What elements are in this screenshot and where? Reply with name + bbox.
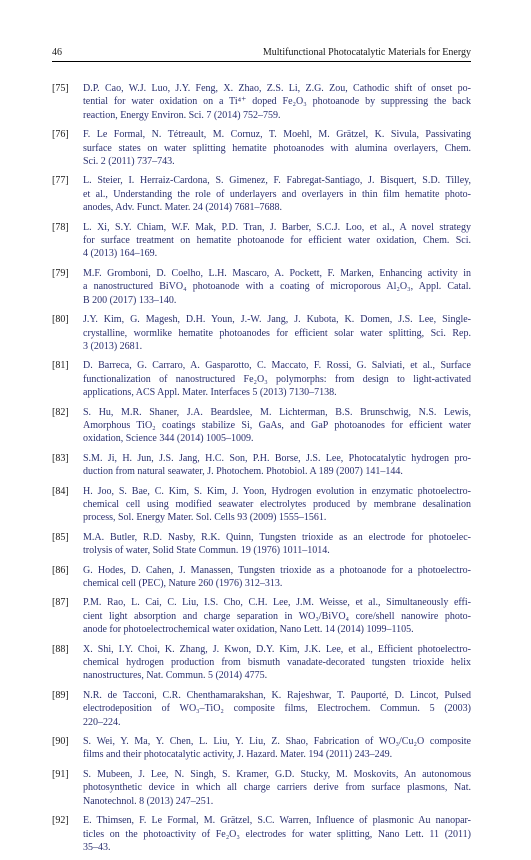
reference-line: chemical cell (PEC), Nature 260 (1976) 312–313. — [83, 578, 283, 589]
reference-number: [82] — [52, 406, 69, 418]
reference-item — [52, 221, 471, 261]
page-number: 46 — [52, 47, 62, 58]
reference-text — [83, 406, 471, 446]
reference-number: [83] — [52, 452, 69, 464]
reference-line: M.A. Butler, R.D. Nasby, R.K. Quinn, Tungsten trioxide as an electrode for photoelec- — [83, 531, 471, 543]
reference-text — [83, 359, 471, 399]
reference-item — [52, 313, 471, 353]
running-title: Multifunctional Photocatalytic Materials for Energy — [262, 47, 471, 58]
reference-item — [52, 643, 471, 683]
reference-text — [83, 768, 471, 808]
reference-item — [52, 531, 471, 558]
reference-text — [83, 814, 471, 854]
reference-line: for surface treatment on hematite photoanode for efficient water oxidation, Chem. Sci. — [83, 235, 471, 247]
reference-list — [52, 82, 471, 860]
reference-text — [83, 313, 471, 353]
reference-number: [91] — [52, 768, 69, 780]
reference-line: applications, ACS Appl. Mater. Interfaces 5 (2013) 7130–7138. — [83, 387, 337, 399]
reference-number: [79] — [52, 267, 69, 279]
reference-number: [89] — [52, 689, 69, 701]
reference-number: [76] — [52, 129, 69, 141]
reference-line: anode for photoelectrochemical water oxidation, Nano Lett. 14 (2014) 1099–1105. — [83, 624, 414, 636]
reference-line: Amorphous TiO₂ coatings stabilize Si, GaAs, and GaP photoanodes for efficient water — [83, 419, 471, 431]
reference-number: [78] — [52, 221, 69, 233]
reference-line: D.P. Cao, W.J. Luo, J.Y. Feng, X. Zhao, Z.S. Li, Z.G. Zou, Cathodic shift of onset po- — [83, 83, 471, 94]
reference-line: 3 (2013) 2681. — [83, 340, 143, 352]
reference-number: [75] — [52, 83, 69, 94]
reference-text — [83, 82, 471, 122]
reference-line: a nanostructured BiVO₄ photoanode with a coating of microporous Al₂O₃, Appl. Catal. — [83, 281, 471, 293]
reference-line: oxidation, Science 344 (2014) 1005–1009. — [83, 433, 254, 445]
reference-line: trolysis of water, Solid State Commun. 19 (1976) 1011–1014. — [83, 545, 330, 557]
reference-line: D. Barreca, G. Carraro, A. Gasparotto, C. Maccato, F. Rossi, G. Salviati, et al., Surface — [83, 360, 471, 372]
reference-item — [52, 267, 471, 307]
reference-line: E. Thimsen, F. Le Formal, M. Grätzel, S.C. Warren, Influence of plasmonic Au nanopar- — [83, 815, 471, 827]
reference-item — [52, 596, 471, 636]
reference-item — [52, 359, 471, 399]
reference-item — [52, 82, 471, 122]
reference-line: H. Joo, S. Bae, C. Kim, S. Kim, J. Yoon, Hydrogen evolution in enzymatic photoelectro- — [83, 485, 471, 497]
reference-text — [83, 735, 471, 762]
reference-line: reaction, Energy Environ. Sci. 7 (2014) 752–759. — [83, 109, 281, 121]
reference-number: [81] — [52, 360, 69, 372]
reference-text — [83, 643, 471, 683]
reference-text — [83, 452, 471, 479]
reference-line: surface states on water splitting hematite photoanodes with alumina overlayers, Chem. — [83, 142, 471, 154]
reference-text — [83, 221, 471, 261]
reference-line: duction from natural seawater, J. Photochem. Photobiol. A 189 (2007) 141–144. — [83, 466, 403, 478]
reference-item — [52, 814, 471, 854]
reference-text — [83, 128, 471, 168]
reference-line: S.M. Ji, H. Jun, J.S. Jang, H.C. Son, P.H. Borse, J.S. Lee, Photocatalytic hydrogen pro- — [83, 452, 471, 464]
reference-line: X. Shi, I.Y. Choi, K. Zhang, J. Kwon, D.Y. Kim, J.K. Lee, et al., Efficient photoelectro- — [83, 643, 471, 655]
reference-line: N.R. de Tacconi, C.R. Chenthamarakshan, K. Rajeshwar, T. Pauporté, D. Lincot, Pulsed — [83, 689, 471, 701]
reference-line: P.M. Rao, L. Cai, C. Liu, I.S. Cho, C.H. Lee, J.M. Weisse, et al., Simultaneously effi- — [83, 597, 471, 609]
reference-line: chemical hydrogen production from bismuth vanadate-decorated tungsten trioxide helix — [83, 657, 471, 669]
reference-text — [83, 174, 471, 214]
reference-line: F. Le Formal, N. Tétreault, M. Cornuz, T. Moehl, M. Grätzel, K. Sivula, Passivating — [83, 129, 471, 141]
reference-item — [52, 735, 471, 762]
reference-line: 35–43. — [83, 841, 111, 853]
reference-item — [52, 689, 471, 729]
reference-line: films and their photocatalytic activity, J. Hazard. Mater. 194 (2011) 243–249. — [83, 749, 393, 761]
reference-line: 4 (2013) 164–169. — [83, 248, 158, 260]
reference-line: tential for water oxidation on a Ti⁴⁺ doped Fe₂O₃ photoanode by suppressing the back — [83, 96, 471, 108]
reference-text — [83, 531, 471, 558]
reference-line: M.F. Gromboni, D. Coelho, L.H. Mascaro, A. Pockett, F. Marken, Enhancing activity in — [83, 267, 471, 279]
reference-item — [52, 406, 471, 446]
reference-line: photosynthetic device in which all charge carriers derive from surface plasmons, Nat. — [83, 782, 471, 794]
reference-line: crystalline, wormlike hematite photoanodes for efficient solar water splitting, Sci. Rep. — [83, 327, 471, 339]
reference-line: S. Mubeen, J. Lee, N. Singh, S. Kramer, G.D. Stucky, M. Moskovits, An autonomous — [83, 768, 471, 780]
reference-line: Sci. 2 (2011) 737–743. — [83, 156, 175, 168]
reference-number: [87] — [52, 597, 69, 609]
reference-number: [86] — [52, 564, 69, 576]
reference-number: [88] — [52, 643, 69, 655]
reference-text — [83, 485, 471, 525]
reference-item — [52, 452, 471, 479]
reference-line: B 200 (2017) 133–140. — [83, 294, 177, 306]
reference-text — [83, 564, 471, 591]
reference-item — [52, 564, 471, 591]
header-rule — [52, 61, 471, 62]
reference-number: [90] — [52, 736, 69, 748]
reference-line: process, Sol. Energy Mater. Sol. Cells 93 (2009) 1555–1561. — [83, 512, 327, 524]
reference-number: [84] — [52, 485, 69, 497]
reference-number: [80] — [52, 314, 69, 326]
reference-line: L. Steier, I. Herraiz-Cardona, S. Gimenez, F. Fabregat-Santiago, J. Bisquert, S.D. Tilley, — [83, 175, 471, 187]
reference-item — [52, 174, 471, 214]
reference-line: cient light absorption and charge separation in WO₃/BiVO₄ core/shell nanowire photo- — [83, 610, 471, 622]
reference-line: nanostructures, Nat. Commun. 5 (2014) 4775. — [83, 670, 268, 682]
reference-text — [83, 596, 471, 636]
reference-item — [52, 485, 471, 525]
reference-line: chemical cell using modified seawater electrolytes produced by membrane desalination — [83, 498, 471, 510]
reference-number: [77] — [52, 175, 69, 187]
reference-number: [85] — [52, 531, 69, 543]
reference-text — [83, 689, 471, 729]
reference-line: Nanotechnol. 8 (2013) 247–251. — [83, 795, 214, 807]
reference-number: [92] — [52, 815, 69, 827]
reference-line: J.Y. Kim, G. Magesh, D.H. Youn, J.-W. Jang, J. Kubota, K. Domen, J.S. Lee, Single- — [83, 314, 471, 326]
reference-line: L. Xi, S.Y. Chiam, W.F. Mak, P.D. Tran, J. Barber, S.C.J. Loo, et al., A novel strategy — [83, 221, 471, 233]
reference-line: S. Wei, Y. Ma, Y. Chen, L. Liu, Y. Liu, Z. Shao, Fabrication of WO₃/Cu₂O composite — [83, 736, 471, 748]
reference-item — [52, 128, 471, 168]
reference-line: electrodeposition of WO₃–TiO₂ composite films, Electrochem. Commun. 5 (2003) — [83, 703, 471, 715]
reference-line: S. Hu, M.R. Shaner, J.A. Beardslee, M. Lichterman, B.S. Brunschwig, N.S. Lewis, — [83, 406, 471, 418]
reference-line: anodes, Adv. Funct. Mater. 24 (2014) 7681–7688. — [83, 202, 283, 214]
reference-text — [83, 267, 471, 307]
reference-line: ticles on the photoactivity of Fe₂O₃ electrodes for water splitting, Nano Lett. 11 (2011) — [83, 828, 471, 840]
reference-item — [52, 768, 471, 808]
page-header — [52, 47, 471, 63]
reference-line: functionalization of nanostructured Fe₂O₃ polymorphs: from design to light-activated — [83, 373, 471, 385]
reference-line: et al., Understanding the role of underlayers and overlayers in thin film hematite photo- — [83, 188, 471, 200]
reference-line: 220–224. — [83, 716, 121, 728]
reference-line: G. Hodes, D. Cahen, J. Manassen, Tungsten trioxide as a photoanode for a photoelectro- — [83, 564, 471, 576]
